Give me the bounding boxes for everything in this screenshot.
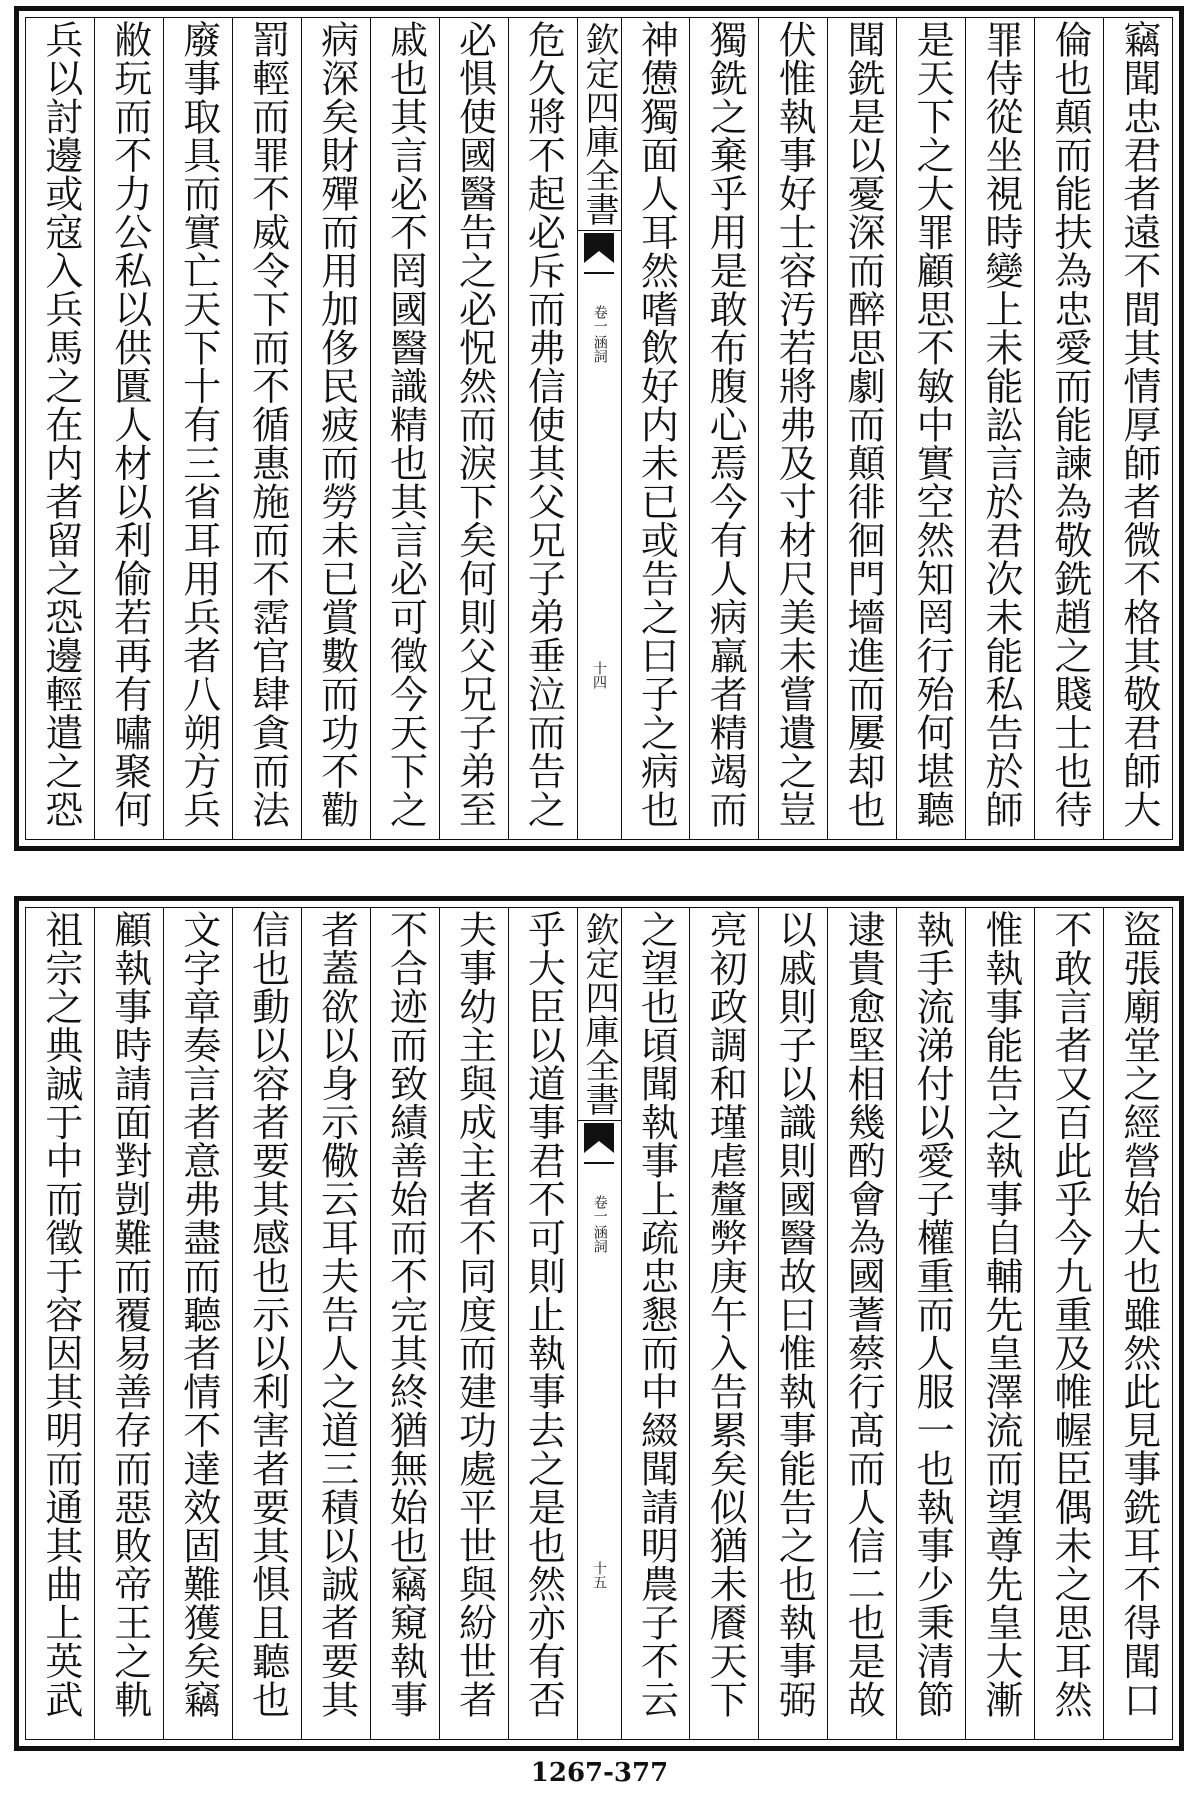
book-title: 欽定四庫全書 bbox=[579, 22, 619, 226]
text-column: 罰輕而罪不威令下而不循惠施而不霑官肆貪而法 bbox=[232, 18, 301, 839]
text-column: 廢事取具而實亡天下十有三省耳用兵者八朔方兵 bbox=[163, 18, 232, 839]
volume-label: 涵詞 卷一 bbox=[591, 305, 608, 363]
text-column: 竊聞忠君者遠不間其情厚師者微不格其敬君師大 bbox=[1103, 18, 1172, 839]
page-top-frame bbox=[25, 17, 1173, 840]
text-column: 文字章奏言者意弗盡而聽者情不達效固難獲矣竊 bbox=[163, 908, 232, 1739]
text-column: 惟執事能告之執事自輔先皇澤流而望尊先皇大漸 bbox=[965, 908, 1034, 1739]
text-column: 倫也顛而能扶為忠愛而能諫為敬銑趙之賤士也待 bbox=[1034, 18, 1103, 839]
text-column: 戚也其言必不罔國醫識精也其言必可徵今天下之 bbox=[370, 18, 439, 839]
fishtail-mark-icon bbox=[584, 233, 614, 277]
text-column: 不敢言者又百此乎今九重及帷幄臣偶未之思耳然 bbox=[1034, 908, 1103, 1739]
text-column: 亮初政調和瑾虐釐弊庚午入告累矣似猶未餍天下 bbox=[689, 908, 758, 1739]
text-column: 病深矣財殫而用加侈民疲而勞未已賞數而功不勸 bbox=[301, 18, 370, 839]
text-column: 逮貴愈堅相幾酌會為國蓍蔡行髙而人信二也是故 bbox=[827, 908, 896, 1739]
text-column: 者蓋欲以身示儆云耳夫告人之道三積以誠者要其 bbox=[301, 908, 370, 1739]
text-column: 必惧使國醫告之必怳然而淚下矣何則父兄子弟至 bbox=[439, 18, 508, 839]
text-column: 顧執事時請面對剴難而覆易善存而惡敗帝王之軌 bbox=[94, 908, 163, 1739]
text-column: 危久將不起必斥而弗信使其父兄子弟垂泣而告之 bbox=[508, 18, 577, 839]
divider bbox=[578, 1120, 621, 1121]
text-column: 聞銑是以憂深而醉思劇而顛徘徊門墻進而屢却也 bbox=[827, 18, 896, 839]
page-top bbox=[14, 6, 1184, 851]
fishtail-mark-icon bbox=[584, 1123, 614, 1167]
folio-number: 十四 bbox=[591, 661, 607, 689]
page-bottom-frame bbox=[25, 907, 1173, 1740]
text-column: 不合迹而致績善始而不完其終猶無始也竊窺執事 bbox=[370, 908, 439, 1739]
text-column: 伏惟執事好士容汚若將弗及寸材尺美未嘗遺之豈 bbox=[758, 18, 827, 839]
text-column: 神憊獨面人耳然嗜飲好内未已或告之曰子之病也 bbox=[621, 18, 690, 839]
text-column: 祖宗之典誠于中而徵于容因其明而通其曲上英武 bbox=[38, 910, 83, 1719]
folio-number: 十五 bbox=[591, 1561, 607, 1589]
text-column: 乎大臣以道事君不可則止執事去之是也然亦有否 bbox=[508, 908, 577, 1739]
text-column: 之望也頃聞執事上疏忠懇而中綴聞請明農子不云 bbox=[621, 908, 690, 1739]
text-column: 兵以討邊或寇入兵馬之在内者留之恐邊輕遣之恐 bbox=[38, 20, 83, 829]
page-bottom bbox=[14, 896, 1184, 1751]
page-reference: 1267-377 bbox=[530, 1758, 669, 1788]
text-column: 信也動以容者要其感也示以利害者要其惧且聽也 bbox=[232, 908, 301, 1739]
center-fold bbox=[577, 908, 621, 1739]
center-fold bbox=[577, 18, 621, 839]
text-column: 罪侍從坐視時變上未能訟言於君次未能私告於師 bbox=[965, 18, 1034, 839]
text-column: 獨銑之棄乎用是敢布腹心焉今有人病羸者精竭而 bbox=[689, 18, 758, 839]
text-column: 以戚則子以識則國醫故曰惟執事能告之也執事弼 bbox=[758, 908, 827, 1739]
volume-label: 涵詞 卷一 bbox=[591, 1195, 608, 1253]
text-column: 夫事幼主與成主者不同度而建功處平世與紛世者 bbox=[439, 908, 508, 1739]
text-column: 是天下之大罪顧思不敏中實空然知罔行殆何堪聽 bbox=[896, 18, 965, 839]
divider bbox=[578, 230, 621, 231]
text-column: 執手流涕付以愛子權重而人服一也執事少秉清節 bbox=[896, 908, 965, 1739]
book-title: 欽定四庫全書 bbox=[579, 912, 619, 1116]
text-column: 盜張廟堂之經營始大也雖然此見事銑耳不得聞口 bbox=[1103, 908, 1172, 1739]
text-column: 敝玩而不力公私以供匱人材以利偷若再有嘯聚何 bbox=[94, 18, 163, 839]
